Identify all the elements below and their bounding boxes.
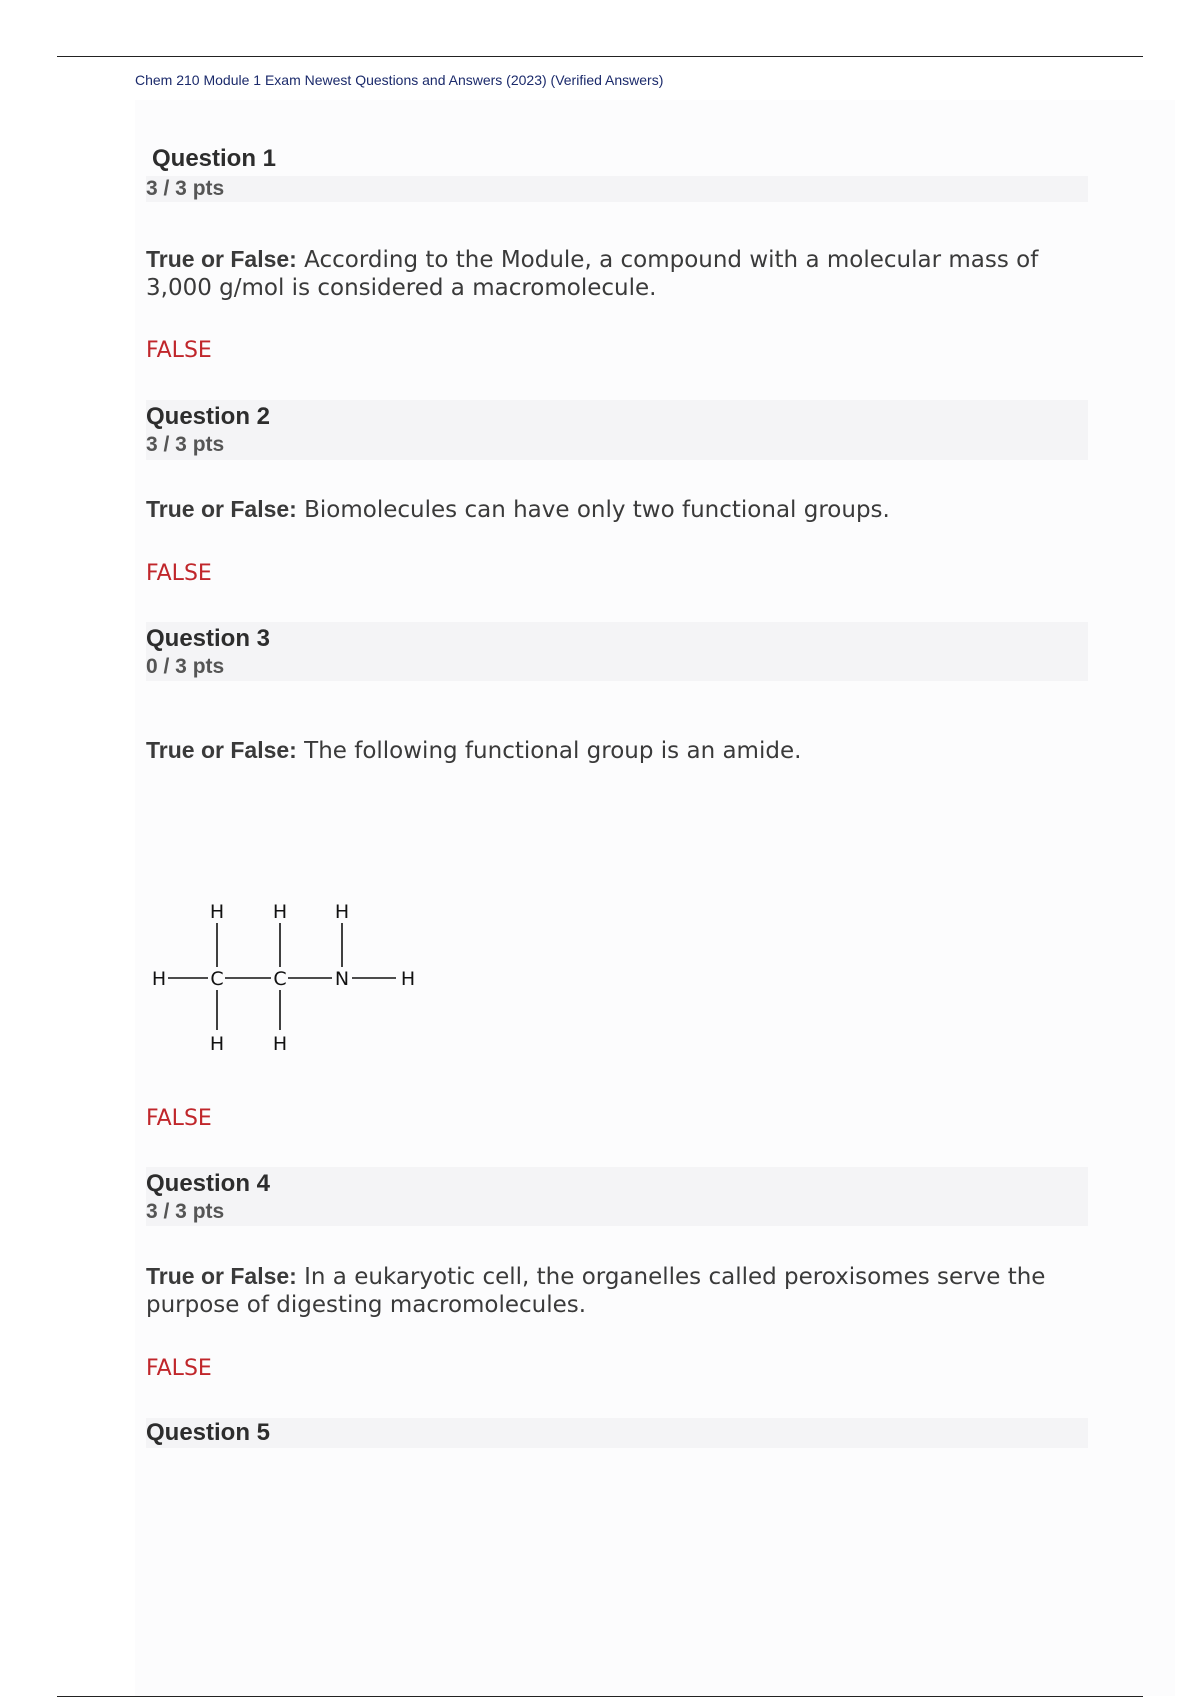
question-5-header bbox=[146, 1418, 1088, 1448]
question-2-points: 3 / 3 pts bbox=[146, 433, 225, 456]
question-2-lead: True or False: bbox=[146, 496, 297, 522]
question-2-header bbox=[146, 400, 1088, 460]
question-4-text bbox=[146, 1262, 1096, 1319]
question-1-text bbox=[146, 245, 1096, 302]
question-4-title: Question 4 bbox=[146, 1170, 271, 1197]
question-3-points: 0 / 3 pts bbox=[146, 655, 225, 678]
question-4-answer: FALSE bbox=[146, 1356, 212, 1381]
question-4-header bbox=[146, 1167, 1088, 1226]
question-1-header bbox=[146, 144, 1088, 208]
question-3-title: Question 3 bbox=[146, 625, 271, 652]
document-header: Chem 210 Module 1 Exam Newest Questions and Answers (2023) (Verified Answers) bbox=[135, 72, 664, 88]
question-2-title: Question 2 bbox=[146, 403, 271, 430]
question-1-answer: FALSE bbox=[146, 338, 212, 363]
question-4-body: In a eukaryotic cell, the organelles called peroxisomes serve the purpose of digesting macromolecules. bbox=[146, 1264, 1046, 1318]
atom-n: N bbox=[334, 968, 350, 990]
question-4-points: 3 / 3 pts bbox=[146, 1200, 225, 1223]
top-rule bbox=[57, 56, 1143, 57]
atom-n-h-top: H bbox=[334, 901, 350, 923]
ethylamine-structure-diagram bbox=[140, 895, 440, 1065]
question-4-lead: True or False: bbox=[146, 1263, 297, 1289]
question-1-lead: True or False: bbox=[146, 246, 297, 272]
question-3-header bbox=[146, 622, 1088, 681]
question-3-text bbox=[146, 736, 1096, 765]
question-3-lead: True or False: bbox=[146, 737, 297, 763]
atom-c2: C bbox=[273, 968, 287, 990]
bottom-rule bbox=[57, 1696, 1143, 1697]
atom-c1-h-top: H bbox=[209, 901, 225, 923]
question-2-body: Biomolecules can have only two functional groups. bbox=[296, 497, 890, 523]
question-1-points: 3 / 3 pts bbox=[146, 176, 1088, 202]
question-5-title: Question 5 bbox=[146, 1419, 271, 1446]
atom-c1-h-bottom: H bbox=[209, 1033, 225, 1055]
atom-h-right: H bbox=[400, 968, 416, 990]
question-3-body: The following functional group is an amide. bbox=[296, 738, 802, 764]
question-1-title: Question 1 bbox=[152, 145, 277, 172]
question-1-body: According to the Module, a compound with a molecular mass of 3,000 g/mol is considered a macromolecule. bbox=[146, 247, 1039, 301]
atom-h-left: H bbox=[151, 968, 167, 990]
atom-c2-h-top: H bbox=[272, 901, 288, 923]
atom-c2-h-bottom: H bbox=[272, 1033, 288, 1055]
question-3-answer: FALSE bbox=[146, 1106, 212, 1131]
atom-c1: C bbox=[210, 968, 224, 990]
question-2-answer: FALSE bbox=[146, 561, 212, 586]
question-2-text bbox=[146, 495, 1096, 524]
